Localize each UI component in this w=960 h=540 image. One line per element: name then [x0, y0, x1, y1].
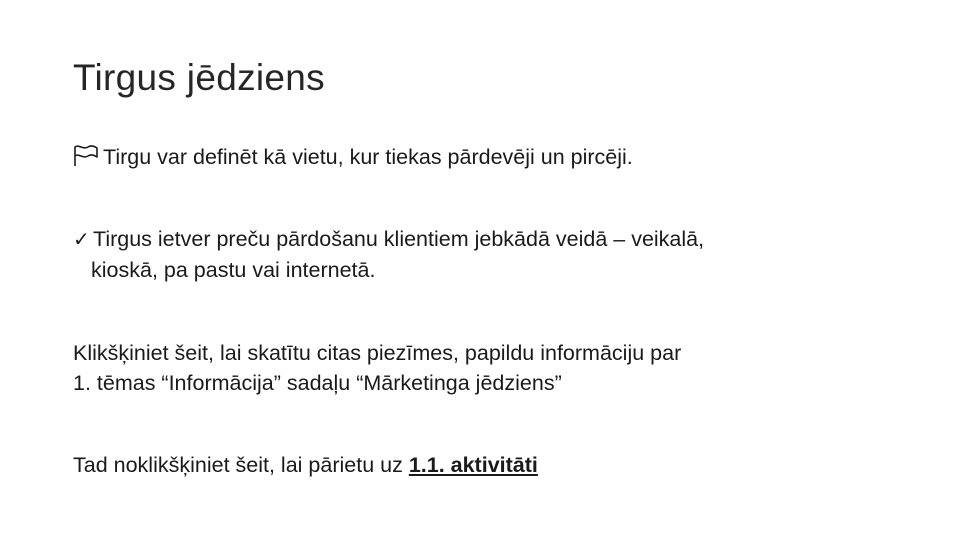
notes-link-text-cont[interactable]	[73, 369, 562, 398]
activity-prefix: Tad noklikšķiniet šeit, lai pārietu uz	[73, 453, 409, 477]
activity-row	[73, 451, 538, 480]
bullet-market-scope-line1: Tirgus ietver preču pārdošanu klientiem jebkādā veidā – veikalā,	[93, 227, 705, 251]
bullet-market-scope-line2: kioskā, pa pastu vai internetā.	[91, 258, 376, 282]
slide-title: Tirgus jēdziens	[73, 57, 325, 98]
bullet-definition-text: Tirgu var definēt kā vietu, kur tiekas pārdevēji un pircēji.	[103, 145, 633, 169]
bullet-market-scope-cont	[73, 256, 375, 285]
bullet-definition	[73, 143, 633, 172]
check-icon: ✓	[73, 227, 90, 251]
notes-line2[interactable]: 1. tēmas “Informācija” sadaļu “Mārketinga jēdziens”	[73, 371, 562, 395]
activity-link[interactable]: 1.1. aktivitāti	[408, 453, 538, 477]
notes-link-text[interactable]	[73, 339, 681, 368]
flag-icon	[73, 143, 103, 172]
notes-line1[interactable]: Klikšķiniet šeit, lai skatītu citas piezīmes, papildu informāciju par	[73, 341, 682, 365]
bullet-market-scope	[73, 225, 704, 254]
